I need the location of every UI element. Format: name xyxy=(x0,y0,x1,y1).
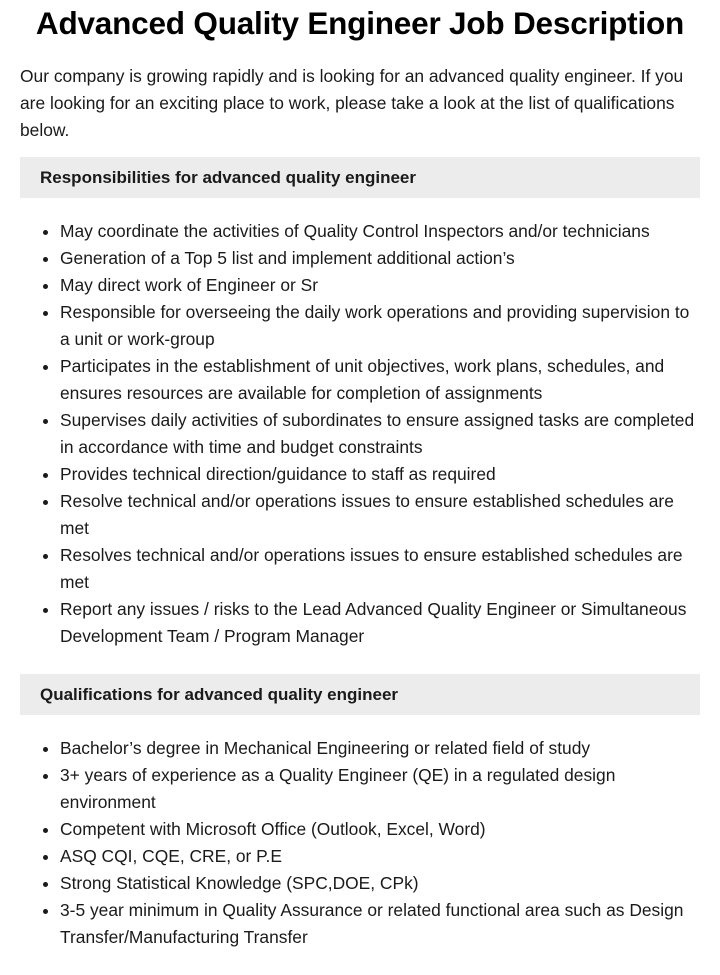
list-item: • Strong Statistical Knowledge (SPC,DOE, CPk) xyxy=(60,870,700,897)
list-item: • Provides technical direction/guidance to staff as required xyxy=(60,461,700,488)
list-item: • Participates in the establishment of unit objectives, work plans, schedules, and ensures resources are available for completion of assignments xyxy=(60,353,700,407)
qualifications-list xyxy=(20,735,700,951)
list-item: • Resolves technical and/or operations issues to ensure established schedules are met xyxy=(60,542,700,596)
list-item: • May coordinate the activities of Quality Control Inspectors and/or technicians xyxy=(60,218,700,245)
qualifications-heading: Qualifications for advanced quality engineer xyxy=(20,674,700,715)
list-item: • Supervises daily activities of subordinates to ensure assigned tasks are completed in accordance with time and budget constraints xyxy=(60,407,700,461)
list-item: • Competent with Microsoft Office (Outlook, Excel, Word) xyxy=(60,816,700,843)
list-item: • 3+ years of experience as a Quality Engineer (QE) in a regulated design environment xyxy=(60,762,700,816)
list-item: • Resolve technical and/or operations issues to ensure established schedules are met xyxy=(60,488,700,542)
list-item: • Responsible for overseeing the daily work operations and providing supervision to a unit or work-group xyxy=(60,299,700,353)
list-item: • Generation of a Top 5 list and implement additional action’s xyxy=(60,245,700,272)
page-title: Advanced Quality Engineer Job Description xyxy=(35,5,685,41)
list-item: • May direct work of Engineer or Sr xyxy=(60,272,700,299)
intro-paragraph: Our company is growing rapidly and is looking for an advanced quality engineer. If you are looking for an exciting place to work, please take a look at the list of qualifications below. xyxy=(20,66,684,140)
list-item: • ASQ CQI, CQE, CRE, or P.E xyxy=(60,843,700,870)
list-item: • Report any issues / risks to the Lead Advanced Quality Engineer or Simultaneous Development Team / Program Manager xyxy=(60,596,700,650)
list-item: • 3-5 year minimum in Quality Assurance or related functional area such as Design Transfer/Manufacturing Transfer xyxy=(60,897,700,951)
responsibilities-heading: Responsibilities for advanced quality engineer xyxy=(20,157,700,198)
list-item: • Bachelor’s degree in Mechanical Engineering or related field of study xyxy=(60,735,700,762)
responsibilities-list xyxy=(20,218,700,650)
